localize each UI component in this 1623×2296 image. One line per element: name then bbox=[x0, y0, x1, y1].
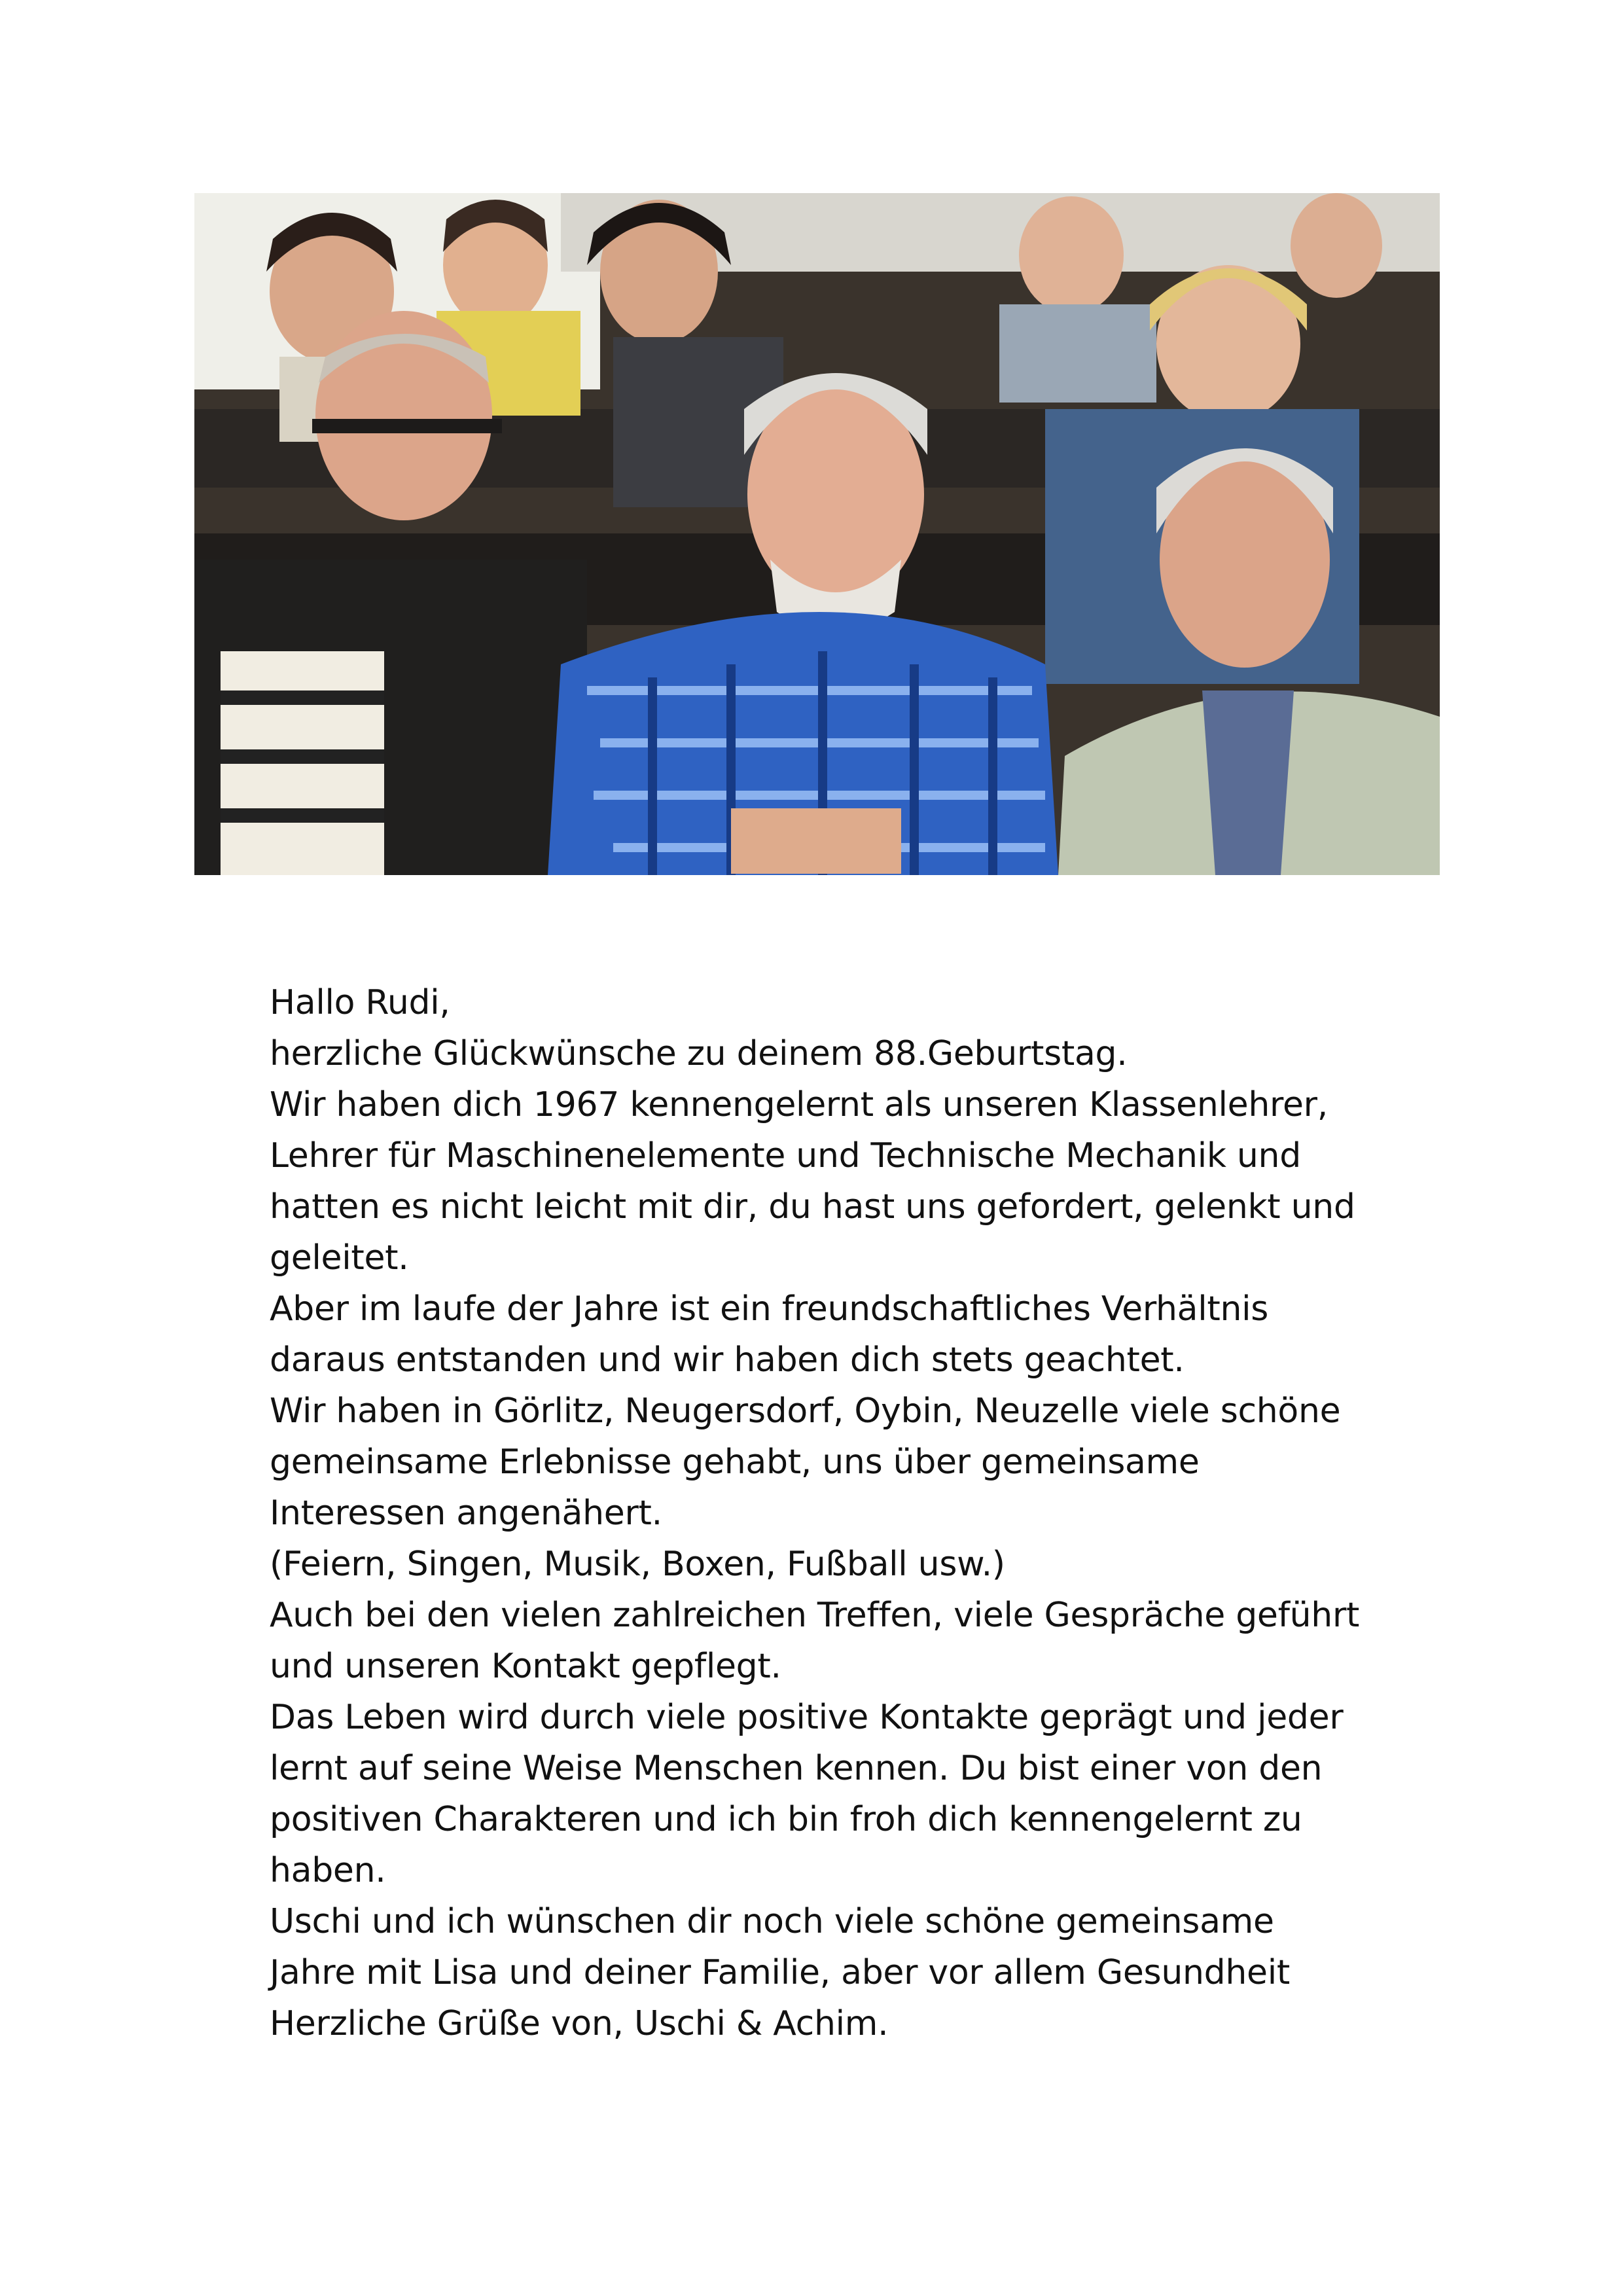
letter-line: positiven Charakteren und ich bin froh dich kennengelernt zu bbox=[270, 1800, 1302, 1839]
letter-line-greeting: Hallo Rudi, bbox=[270, 983, 450, 1022]
letter-line: und unseren Kontakt gepflegt. bbox=[270, 1647, 781, 1686]
letter-line: herzliche Glückwünsche zu deinem 88.Geburtstag. bbox=[270, 1034, 1128, 1073]
letter-line: Auch bei den vielen zahlreichen Treffen, viele Gespräche geführt bbox=[270, 1596, 1360, 1635]
letter-line: Wir haben dich 1967 kennengelernt als unseren Klassenlehrer, bbox=[270, 1085, 1328, 1124]
letter-line: Interessen angenähert. bbox=[270, 1494, 662, 1533]
letter-line: gemeinsame Erlebnisse gehabt, uns über gemeinsame bbox=[270, 1443, 1200, 1482]
letter-line: Jahre mit Lisa und deiner Familie, aber vor allem Gesundheit bbox=[270, 1953, 1290, 1992]
letter-line: Wir haben in Görlitz, Neugersdorf, Oybin, Neuzelle viele schöne bbox=[270, 1391, 1341, 1431]
group-photo-illustration bbox=[194, 193, 1440, 875]
letter-line: lernt auf seine Weise Menschen kennen. Du bist einer von den bbox=[270, 1749, 1323, 1788]
letter-line: daraus entstanden und wir haben dich stets geachtet. bbox=[270, 1340, 1185, 1380]
letter-line: Lehrer für Maschinenelemente und Technische Mechanik und bbox=[270, 1136, 1301, 1175]
group-photo bbox=[194, 193, 1440, 875]
letter-line: Aber im laufe der Jahre ist ein freundschaftliches Verhältnis bbox=[270, 1289, 1269, 1329]
letter-line: geleitet. bbox=[270, 1238, 409, 1278]
letter-text bbox=[270, 977, 1448, 2049]
letter-line: Das Leben wird durch viele positive Kontakte geprägt und jeder bbox=[270, 1698, 1344, 1737]
letter-line: Uschi und ich wünschen dir noch viele schöne gemeinsame bbox=[270, 1902, 1274, 1941]
letter-line: hatten es nicht leicht mit dir, du hast uns gefordert, gelenkt und bbox=[270, 1187, 1355, 1227]
letter-line-signature: Herzliche Grüße von, Uschi & Achim. bbox=[270, 2004, 889, 2043]
letter-line: haben. bbox=[270, 1851, 386, 1890]
letter-line: (Feiern, Singen, Musik, Boxen, Fußball usw.) bbox=[270, 1545, 1005, 1584]
